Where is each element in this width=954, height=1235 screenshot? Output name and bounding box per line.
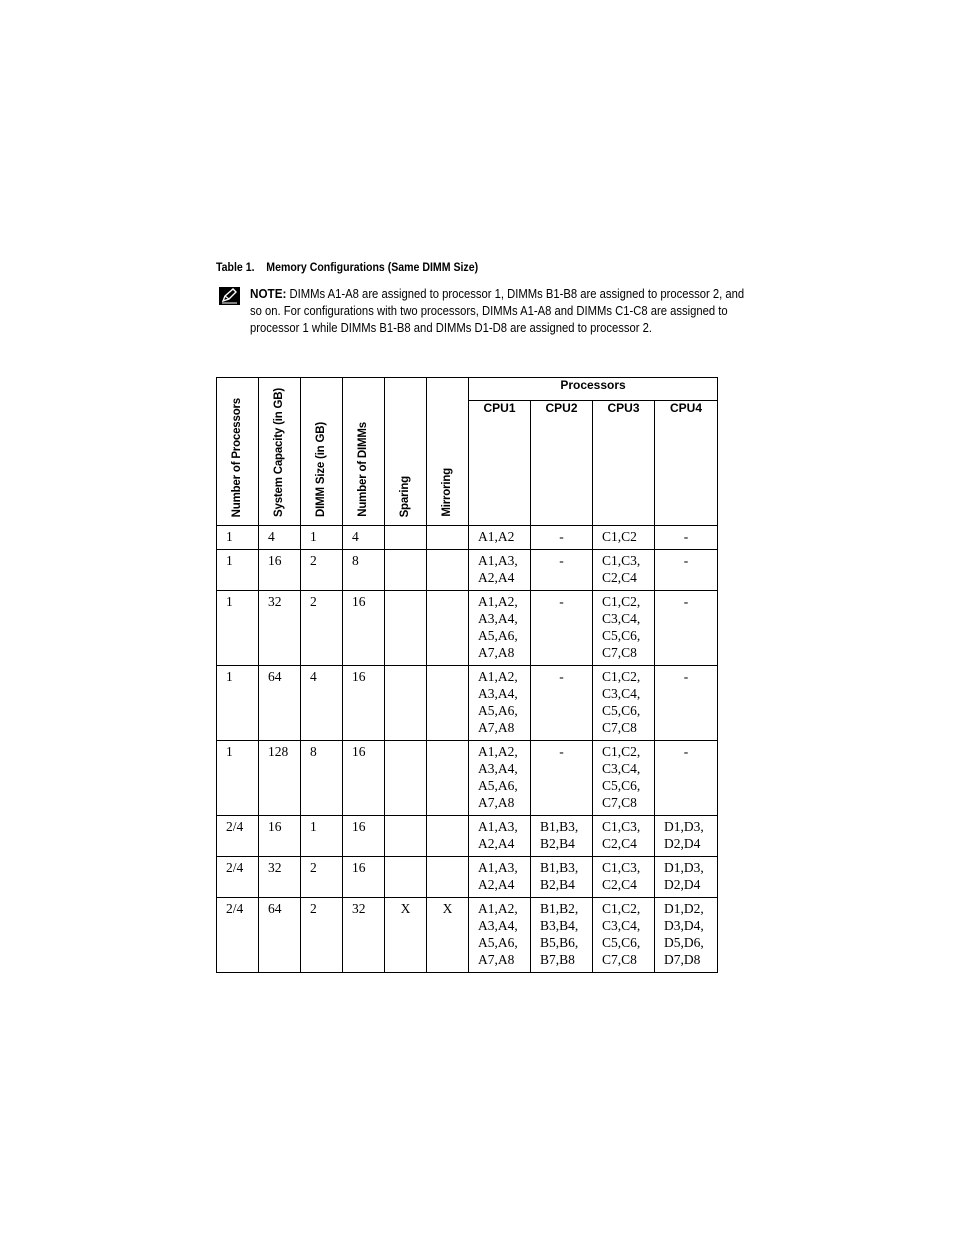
- cell-mirroring: [427, 816, 469, 857]
- cell-system-capacity: 128: [259, 741, 301, 816]
- dimm-slot-line: B1,B3,: [540, 819, 579, 834]
- header-cpu4: CPU4: [655, 401, 718, 526]
- cell-cpu2: [531, 591, 593, 666]
- cell-cpu4: [655, 898, 718, 973]
- cell-sparing: [385, 857, 427, 898]
- dimm-slot-line: C3,C4,: [602, 761, 641, 776]
- cell-system-capacity: 64: [259, 898, 301, 973]
- note-body: DIMMs A1-A8 are assigned to processor 1, DIMMs B1-B8 are assigned to processor 2, and so on. For configurations with two processors, DIMMs A1-A8 and DIMMs C1-C8 are assigned to processor 1 while DIMMs B1-B8 and DIMMs D1-D8 are assigned to processor 2.: [250, 287, 745, 335]
- cell-mirroring: [427, 857, 469, 898]
- dimm-slot-line: A5,A6,: [478, 628, 518, 643]
- dimm-slot-line: A7,A8: [478, 795, 515, 810]
- dimm-slot-line: C2,C4: [602, 570, 637, 585]
- dimm-slot-line: A3,A4,: [478, 611, 518, 626]
- cell-sparing: [385, 550, 427, 591]
- cell-sparing: [385, 526, 427, 550]
- cell-mirroring: [427, 666, 469, 741]
- cell-dimm-size: 8: [301, 741, 343, 816]
- dimm-slot-line: B2,B4: [540, 836, 575, 851]
- cell-sparing: [385, 816, 427, 857]
- dimm-slot-line: -: [559, 744, 564, 759]
- table-row: [217, 816, 718, 857]
- dimm-slot-line: C1,C3,: [602, 553, 641, 568]
- dimm-slot-line: B1,B2,: [540, 901, 579, 916]
- note-text: [250, 285, 754, 337]
- dimm-slot-line: A2,A4: [478, 836, 515, 851]
- dimm-slot-line: C1,C2: [602, 529, 637, 544]
- dimm-slot-line: -: [683, 744, 689, 759]
- table-row: [217, 550, 718, 591]
- dimm-slot-line: A1,A3,: [478, 860, 518, 875]
- cell-cpu4: [655, 741, 718, 816]
- cell-num-dimms: 16: [343, 591, 385, 666]
- cell-cpu2: [531, 666, 593, 741]
- dimm-slot-line: C1,C2,: [602, 594, 641, 609]
- cell-sparing: X: [385, 898, 427, 973]
- cell-num-processors: 2/4: [217, 898, 259, 973]
- cell-cpu1: [469, 526, 531, 550]
- dimm-slot-line: C7,C8: [602, 952, 637, 967]
- table-title: Memory Configurations (Same DIMM Size): [266, 260, 479, 274]
- dimm-slot-line: C1,C2,: [602, 744, 641, 759]
- dimm-slot-line: -: [559, 594, 564, 609]
- cell-num-processors: 1: [217, 591, 259, 666]
- dimm-slot-line: D1,D2,: [664, 901, 704, 916]
- cell-cpu4: [655, 857, 718, 898]
- cell-cpu3: [593, 666, 655, 741]
- table-body: [217, 526, 718, 973]
- cell-num-dimms: 4: [343, 526, 385, 550]
- dimm-slot-line: A3,A4,: [478, 686, 518, 701]
- header-system-capacity: System Capacity (in GB): [259, 378, 301, 526]
- cell-cpu4: [655, 591, 718, 666]
- cell-dimm-size: 2: [301, 591, 343, 666]
- cell-dimm-size: 1: [301, 816, 343, 857]
- table-row: [217, 526, 718, 550]
- cell-system-capacity: 32: [259, 857, 301, 898]
- cell-num-processors: 2/4: [217, 857, 259, 898]
- dimm-slot-line: -: [559, 669, 564, 684]
- dimm-slot-line: A1,A3,: [478, 553, 518, 568]
- cell-cpu1: [469, 898, 531, 973]
- dimm-slot-line: C5,C6,: [602, 935, 641, 950]
- cell-cpu2: [531, 741, 593, 816]
- cell-cpu2: [531, 816, 593, 857]
- cell-num-dimms: 16: [343, 666, 385, 741]
- dimm-slot-line: C1,C3,: [602, 860, 641, 875]
- header-cpu2: CPU2: [531, 401, 593, 526]
- cell-cpu4: [655, 816, 718, 857]
- dimm-slot-line: A5,A6,: [478, 703, 518, 718]
- cell-mirroring: [427, 526, 469, 550]
- dimm-slot-line: -: [683, 669, 689, 684]
- header-mirroring: Mirroring: [427, 378, 469, 526]
- dimm-slot-line: A1,A2: [478, 529, 515, 544]
- cell-cpu1: [469, 816, 531, 857]
- dimm-slot-line: A3,A4,: [478, 761, 518, 776]
- cell-cpu3: [593, 898, 655, 973]
- dimm-slot-line: C3,C4,: [602, 918, 641, 933]
- cell-mirroring: X: [427, 898, 469, 973]
- dimm-slot-line: A1,A2,: [478, 669, 518, 684]
- dimm-slot-line: B5,B6,: [540, 935, 579, 950]
- cell-cpu1: [469, 666, 531, 741]
- dimm-slot-line: C7,C8: [602, 645, 637, 660]
- cell-mirroring: [427, 591, 469, 666]
- table-row: [217, 898, 718, 973]
- dimm-slot-line: -: [683, 529, 689, 544]
- cell-sparing: [385, 666, 427, 741]
- table-row: [217, 857, 718, 898]
- dimm-slot-line: D1,D3,: [664, 819, 704, 834]
- cell-num-dimms: 16: [343, 857, 385, 898]
- cell-cpu1: [469, 741, 531, 816]
- dimm-slot-line: A7,A8: [478, 645, 515, 660]
- cell-cpu4: [655, 526, 718, 550]
- table-caption: [216, 260, 478, 274]
- cell-num-processors: 2/4: [217, 816, 259, 857]
- dimm-slot-line: C7,C8: [602, 720, 637, 735]
- dimm-slot-line: B2,B4: [540, 877, 575, 892]
- header-num-processors: Number of Processors: [217, 378, 259, 526]
- header-cpu3: CPU3: [593, 401, 655, 526]
- cell-cpu3: [593, 550, 655, 591]
- cell-cpu4: [655, 666, 718, 741]
- cell-cpu2: [531, 857, 593, 898]
- dimm-slot-line: A3,A4,: [478, 918, 518, 933]
- pencil-note-icon: [219, 287, 240, 305]
- dimm-slot-line: A1,A2,: [478, 744, 518, 759]
- dimm-slot-line: C5,C6,: [602, 778, 641, 793]
- cell-sparing: [385, 741, 427, 816]
- dimm-slot-line: C1,C3,: [602, 819, 641, 834]
- dimm-slot-line: -: [683, 553, 689, 568]
- cell-dimm-size: 1: [301, 526, 343, 550]
- dimm-slot-line: C2,C4: [602, 836, 637, 851]
- table-number: Table 1.: [216, 260, 255, 274]
- dimm-slot-line: B3,B4,: [540, 918, 579, 933]
- cell-dimm-size: 2: [301, 550, 343, 591]
- table-row: [217, 741, 718, 816]
- cell-num-dimms: 32: [343, 898, 385, 973]
- cell-sparing: [385, 591, 427, 666]
- cell-num-processors: 1: [217, 741, 259, 816]
- cell-cpu2: [531, 550, 593, 591]
- dimm-slot-line: A5,A6,: [478, 935, 518, 950]
- note-label: NOTE:: [250, 286, 287, 301]
- dimm-slot-line: -: [559, 553, 564, 568]
- dimm-slot-line: D2,D4: [664, 877, 701, 892]
- dimm-slot-line: D7,D8: [664, 952, 701, 967]
- cell-cpu3: [593, 857, 655, 898]
- header-processors: Processors: [469, 378, 718, 401]
- cell-cpu4: [655, 550, 718, 591]
- cell-system-capacity: 64: [259, 666, 301, 741]
- cell-dimm-size: 2: [301, 898, 343, 973]
- dimm-slot-line: C5,C6,: [602, 628, 641, 643]
- cell-cpu2: [531, 526, 593, 550]
- dimm-slot-line: C3,C4,: [602, 611, 641, 626]
- cell-dimm-size: 2: [301, 857, 343, 898]
- cell-num-dimms: 8: [343, 550, 385, 591]
- dimm-slot-line: D3,D4,: [664, 918, 704, 933]
- dimm-slot-line: D5,D6,: [664, 935, 704, 950]
- header-num-dimms: Number of DIMMs: [343, 378, 385, 526]
- dimm-slot-line: A1,A2,: [478, 594, 518, 609]
- dimm-slot-line: C1,C2,: [602, 669, 641, 684]
- dimm-slot-line: A2,A4: [478, 570, 515, 585]
- cell-system-capacity: 32: [259, 591, 301, 666]
- cell-cpu3: [593, 816, 655, 857]
- cell-cpu2: [531, 898, 593, 973]
- dimm-slot-line: A5,A6,: [478, 778, 518, 793]
- cell-system-capacity: 16: [259, 816, 301, 857]
- dimm-slot-line: C3,C4,: [602, 686, 641, 701]
- dimm-slot-line: B1,B3,: [540, 860, 579, 875]
- dimm-slot-line: C2,C4: [602, 877, 637, 892]
- header-sparing: Sparing: [385, 378, 427, 526]
- dimm-slot-line: A1,A2,: [478, 901, 518, 916]
- header-cpu1: CPU1: [469, 401, 531, 526]
- dimm-slot-line: -: [559, 529, 564, 544]
- cell-dimm-size: 4: [301, 666, 343, 741]
- cell-system-capacity: 16: [259, 550, 301, 591]
- cell-num-dimms: 16: [343, 741, 385, 816]
- dimm-slot-line: A7,A8: [478, 952, 515, 967]
- cell-cpu3: [593, 741, 655, 816]
- dimm-slot-line: A1,A3,: [478, 819, 518, 834]
- cell-cpu3: [593, 591, 655, 666]
- dimm-slot-line: D2,D4: [664, 836, 701, 851]
- table-row: [217, 591, 718, 666]
- dimm-slot-line: C5,C6,: [602, 703, 641, 718]
- table-row: [217, 666, 718, 741]
- cell-num-processors: 1: [217, 666, 259, 741]
- dimm-slot-line: A7,A8: [478, 720, 515, 735]
- cell-mirroring: [427, 741, 469, 816]
- memory-config-table: [216, 377, 718, 973]
- dimm-slot-line: A2,A4: [478, 877, 515, 892]
- dimm-slot-line: C1,C2,: [602, 901, 641, 916]
- header-dimm-size: DIMM Size (in GB): [301, 378, 343, 526]
- cell-num-processors: 1: [217, 550, 259, 591]
- cell-system-capacity: 4: [259, 526, 301, 550]
- cell-cpu1: [469, 857, 531, 898]
- cell-mirroring: [427, 550, 469, 591]
- dimm-slot-line: C7,C8: [602, 795, 637, 810]
- cell-num-processors: 1: [217, 526, 259, 550]
- cell-cpu1: [469, 591, 531, 666]
- dimm-slot-line: B7,B8: [540, 952, 575, 967]
- cell-cpu1: [469, 550, 531, 591]
- dimm-slot-line: -: [683, 594, 689, 609]
- cell-cpu3: [593, 526, 655, 550]
- cell-num-dimms: 16: [343, 816, 385, 857]
- dimm-slot-line: D1,D3,: [664, 860, 704, 875]
